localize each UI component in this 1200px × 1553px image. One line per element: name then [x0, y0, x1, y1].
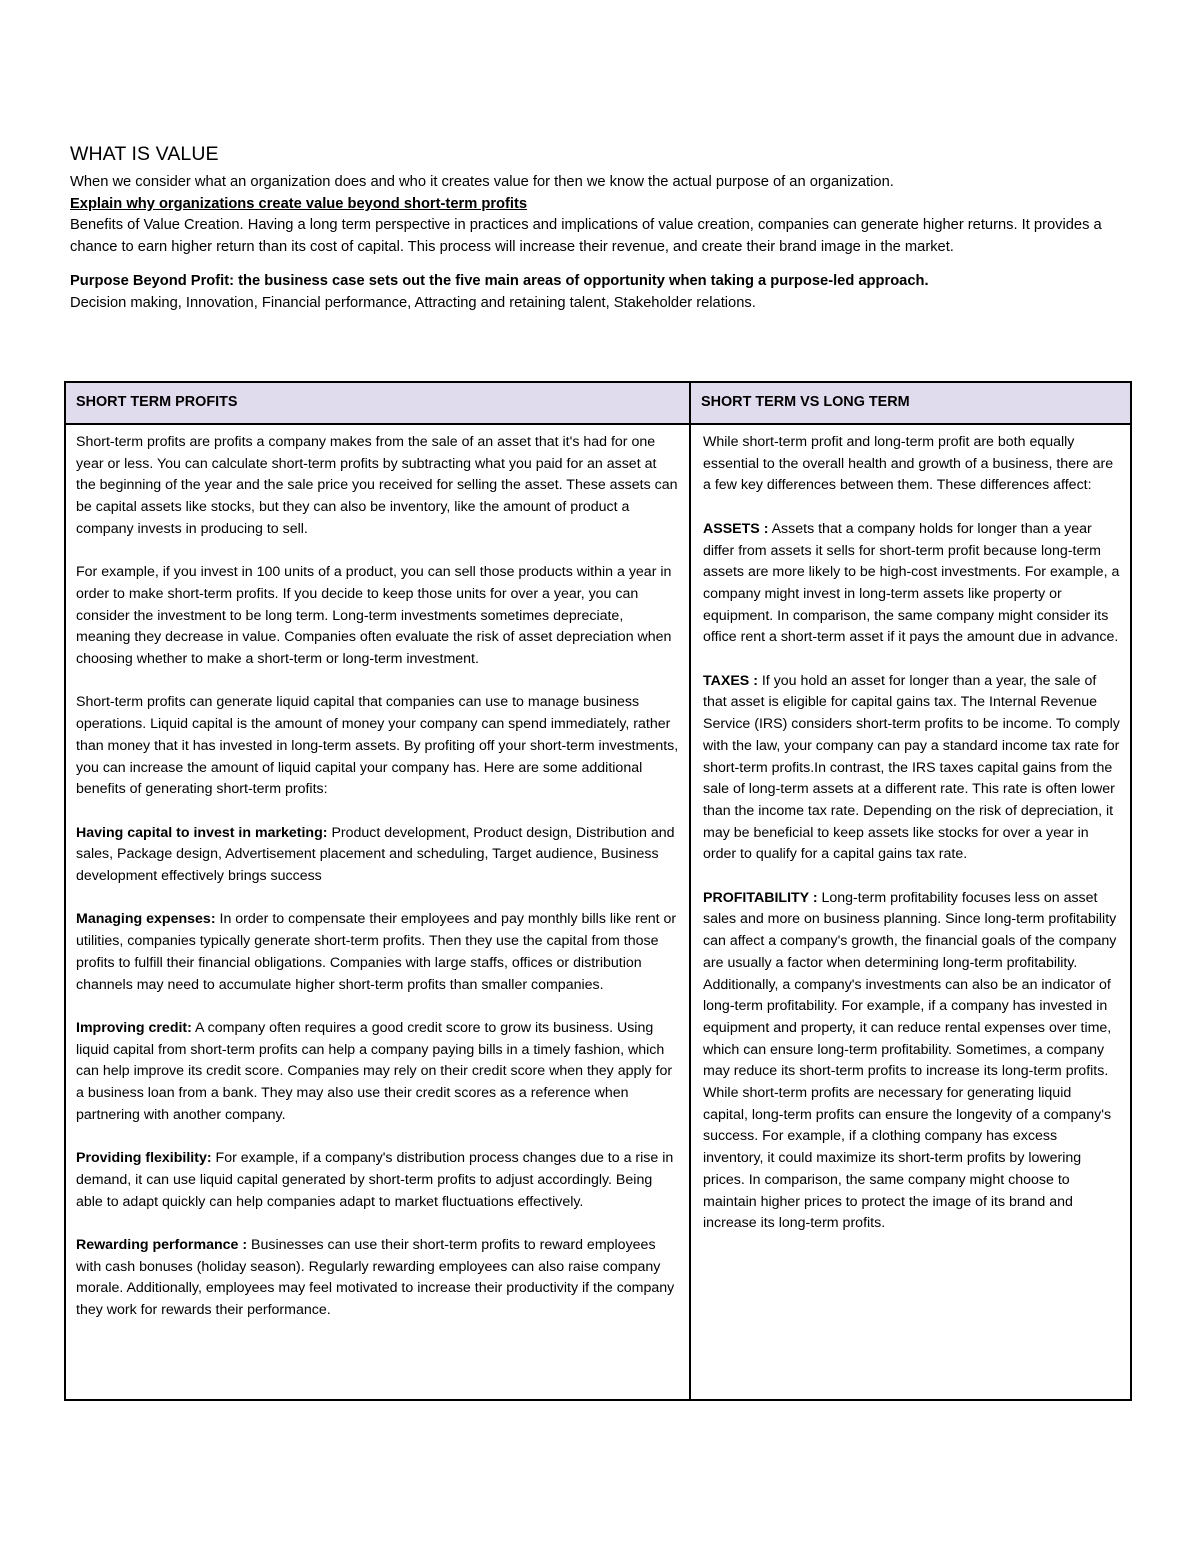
- purpose-label: Purpose Beyond Profit:: [70, 272, 235, 289]
- purpose-list: Decision making, Innovation, Financial performance, Attracting and retaining talent, Stakeholder relations.: [70, 294, 756, 311]
- short-term-paragraph-3: Short-term profits can generate liquid capital that companies can use to manage business operations. Liquid capital is the amount of money your company can spend immediately, rather than money that it has invested in long-term assets. By profiting off your short-term investments, you can increase the amount of liquid capital your company has. Here are some additional benefits of generating short-term profits:: [76, 694, 679, 798]
- benefit-marketing-text: Product development, Product design, Distribution and sales, Package design, Advertisement placement and scheduling, Target audience, Business development effectively brings success: [76, 824, 675, 885]
- benefit-rewarding-text: Businesses can use their short-term profits to reward employees with cash bonuses (holiday season). Regularly rewarding employees can also raise company morale. Additionally, employees may feel motivated to increase their productivity if the company they work for rewards their performance.: [76, 1236, 675, 1319]
- purpose-text: the business case sets out the five main areas of opportunity when taking a purpose-led approach.: [234, 272, 929, 289]
- benefit-expenses: [76, 909, 679, 996]
- difference-taxes: [703, 671, 1120, 866]
- benefit-flexibility-label: Providing flexibility:: [76, 1150, 212, 1167]
- difference-assets: [703, 519, 1120, 649]
- comparison-table-wrapper: [64, 381, 1132, 1401]
- table-header-row: [65, 382, 1131, 424]
- benefit-expenses-label: Managing expenses:: [76, 911, 216, 928]
- purpose-paragraph: [70, 271, 1140, 293]
- table-header-short-term-profits: SHORT TERM PROFITS: [65, 382, 690, 424]
- difference-profitability: [703, 888, 1120, 1235]
- comparison-table: [64, 381, 1132, 1401]
- difference-profitability-label: PROFITABILITY :: [703, 889, 818, 906]
- difference-taxes-text: If you hold an asset for longer than a year, the sale of that asset is eligible for capital gains tax. The Internal Revenue Service (IRS) considers short-term profits to be income. To comply with the law, your company can pay a standard income tax rate for short-term profits.In contrast, the IRS taxes capital gains from the sale of long-term assets at a different rate. This rate is often lower than the income tax rate. Depending on the risk of depreciation, it may be beneficial to keep assets like stocks for over a year in order to qualify for a capital gains tax rate.: [703, 672, 1120, 863]
- benefit-marketing-label: Having capital to invest in marketing:: [76, 824, 328, 841]
- difference-taxes-label: TAXES :: [703, 672, 758, 689]
- benefit-credit-text: A company often requires a good credit score to grow its business. Using liquid capital from short-term profits can help a company paying bills in a timely fashion, which can help improve its credit score. Companies may rely on their credit score when they apply for a business loan from a bank. They may also use their credit scores as a reference when partnering with another company.: [76, 1019, 673, 1123]
- benefit-marketing: [76, 823, 679, 888]
- section-heading: Explain why organizations create value beyond short-term profits: [70, 195, 528, 212]
- intro-paragraph: When we consider what an organization does and who it creates value for then we know the actual purpose of an organization.: [70, 173, 894, 190]
- section-paragraph: Benefits of Value Creation. Having a long term perspective in practices and implications of value creation, companies can generate higher returns. It provides a chance to earn higher return than its cost of capital. This process will increase their revenue, and create their brand image in the market.: [70, 217, 1102, 256]
- short-vs-long-cell: [690, 424, 1131, 1400]
- comparison-intro: While short-term profit and long-term profit are both equally essential to the overall health and growth of a business, there are a few key differences between them. These differences affect:: [703, 434, 1114, 494]
- short-term-paragraph-1: Short-term profits are profits a company makes from the sale of an asset that it's had for one year or less. You can calculate short-term profits by subtracting what you paid for an asset at the beginning of the year and the sale price you received for selling the asset. These assets can be capital assets like stocks, but they can also be inventory, like the amount of product a company invests in producing to sell.: [76, 434, 678, 537]
- benefit-expenses-text: In order to compensate their employees and pay monthly bills like rent or utilities, companies typically generate short-term profits. Then they use the capital from those profits to fulfill their financial obligations. Companies with large staffs, offices or distribution channels may need to accumulate higher short-term profits than smaller companies.: [76, 911, 677, 993]
- table-header-short-vs-long: SHORT TERM VS LONG TERM: [690, 382, 1131, 424]
- table-body-row: [65, 424, 1131, 1400]
- benefit-credit-label: Improving credit:: [76, 1019, 192, 1036]
- difference-assets-text: Assets that a company holds for longer than a year differ from assets it sells for short-term profit because long-term assets are more likely to be high-cost investments. For example, a company might invest in long-term assets like property or equipment. In comparison, the same company might consider its office rent a short-term asset if it pays the amount due in advance.: [703, 520, 1120, 646]
- difference-profitability-text: Long-term profitability focuses less on asset sales and more on business planning. Since long-term profitability can affect a company's growth, the financial goals of the company are usually a factor when determining long-term profitability. Additionally, a company's investments can also be an indicator of long-term profitability. For example, if a company has invested in equipment and property, it can reduce rental expenses over time, which can ensure long-term profitability. Sometimes, a company may reduce its short-term profits to increase its long-term profits. While short-term profits are necessary for generating liquid capital, long-term profits can ensure the longevity of a company's success. For example, if a clothing company has excess inventory, it could maximize its short-term profits by lowering prices. In comparison, the same company might choose to maintain higher prices to protect the image of its brand and increase its long-term profits.: [703, 889, 1117, 1232]
- benefit-flexibility-text: For example, if a company's distribution process changes due to a rise in demand, it can use liquid capital generated by short-term profits to adjust accordingly. Being able to adapt quickly can help companies adapt to market fluctuations effectively.: [76, 1150, 674, 1210]
- document-body: [70, 144, 1140, 315]
- benefit-flexibility: [76, 1148, 679, 1213]
- benefit-rewarding-label: Rewarding performance :: [76, 1236, 248, 1253]
- short-term-profits-cell: [65, 424, 690, 1400]
- benefit-rewarding: [76, 1235, 679, 1322]
- difference-assets-label: ASSETS :: [703, 520, 769, 537]
- benefit-credit: [76, 1018, 679, 1127]
- document-title: WHAT IS VALUE: [70, 143, 219, 165]
- short-term-paragraph-2: For example, if you invest in 100 units of a product, you can sell those products within a year in order to make short-term profits. If you decide to keep those units for over a year, you can consider the investment to be long term. Long-term investments sometimes depreciate, meaning they decrease in value. Companies often evaluate the risk of asset depreciation when choosing whether to make a short-term or long-term investment.: [76, 564, 672, 668]
